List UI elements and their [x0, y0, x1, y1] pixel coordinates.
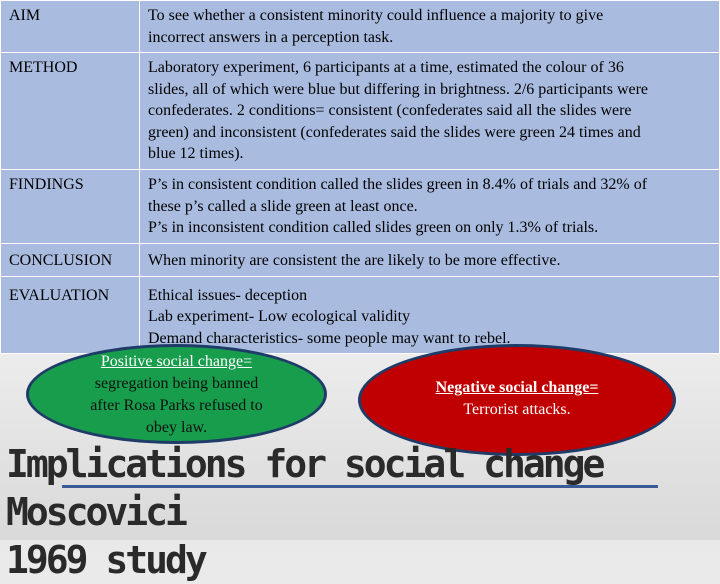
negative-text: Terrorist attacks. [463, 401, 571, 418]
title-line-2: 1969 study [6, 538, 205, 582]
row-content [140, 1, 720, 53]
content-line: When minority are consistent the are likely to be more effective. [148, 251, 561, 269]
content-line: Laboratory experiment, 6 participants at a time, estimated the colour of 36 [148, 59, 624, 76]
row-content [140, 170, 720, 244]
table-row [1, 243, 720, 276]
content-line: Demand characteristics- some people may want to rebel. [148, 329, 511, 347]
content-line: To see whether a consistent minority could influence a majority to give [148, 7, 604, 24]
row-label: CONCLUSION [1, 243, 140, 276]
content-line: Lab experiment- Low ecological validity [148, 308, 411, 325]
positive-heading: Positive social change= [100, 353, 253, 370]
negative-heading: Negative social change= [435, 379, 599, 396]
content-line: these p’s called a slide green at least once. [148, 197, 418, 215]
content-line: incorrect answers in a perception task. [148, 28, 394, 46]
positive-change-ellipse [26, 344, 327, 444]
content-line: P’s in inconsistent condition called slides green on only 1.3% of trials. [148, 219, 599, 236]
row-content [140, 53, 720, 170]
row-label: FINDINGS [1, 170, 140, 244]
row-label: METHOD [1, 53, 140, 170]
table-row [1, 170, 720, 244]
content-line: confederates. 2 conditions= consistent (confederates said all the slides were [148, 102, 632, 119]
row-content [140, 276, 720, 354]
positive-line: obey law. [145, 419, 208, 436]
positive-line: segregation being banned [94, 375, 259, 392]
row-content [140, 243, 720, 276]
content-line: P’s in consistent condition called the slides green in 8.4% of trials and 32% of [148, 176, 648, 193]
table-row [1, 53, 720, 170]
row-label: EVALUATION [1, 276, 140, 354]
title-line-1: Implications for social change Moscovici [6, 442, 603, 534]
content-line: blue 12 times). [148, 145, 244, 162]
positive-line: after Rosa Parks refused to [90, 397, 263, 414]
slide-title [6, 440, 706, 584]
table-row [1, 1, 720, 53]
content-line: slides, all of which were blue but differing in brightness. 2/6 participants were [148, 80, 649, 98]
content-line: Ethical issues- deception [148, 286, 308, 304]
content-line: green) and inconsistent (confederates said the slides were green 24 times and [148, 123, 641, 141]
row-label: AIM [1, 1, 140, 53]
table-row [1, 276, 720, 354]
